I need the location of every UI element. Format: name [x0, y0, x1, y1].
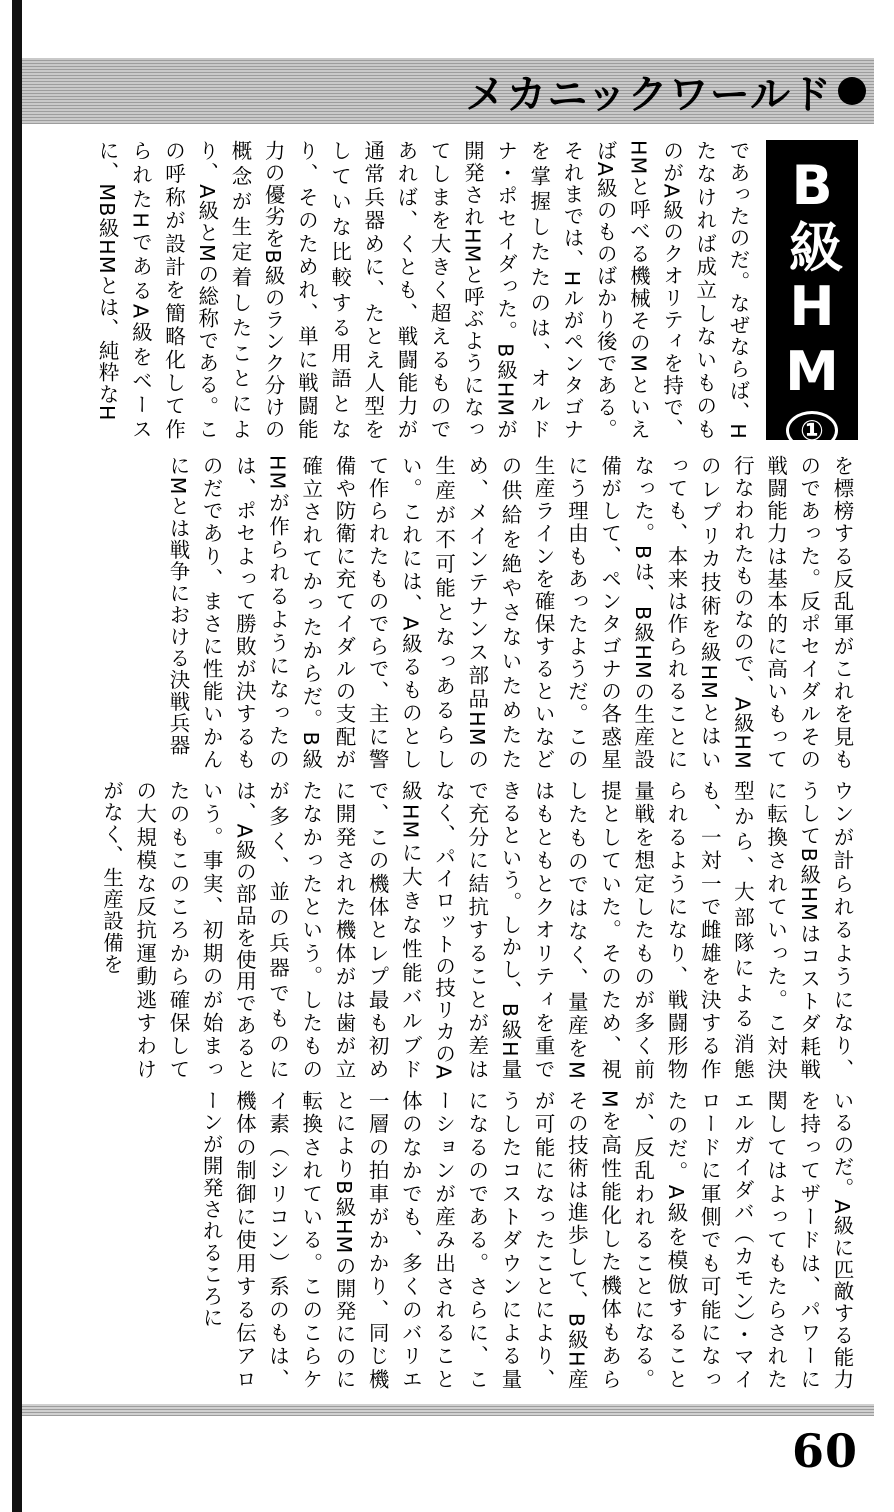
footer-band [22, 1404, 874, 1416]
left-margin-rule [12, 0, 22, 1512]
header-title-text: メカニックワールド [465, 71, 832, 118]
section-title-text: B級HM [780, 154, 844, 405]
page-number: 60 [791, 1424, 858, 1478]
section-title-block [766, 140, 858, 447]
body-text-row-4: いるのだ。A級に匹敵する能力を持ってザードは、パワーに関してはよってもたらされたエルガイダバ（カモン）・マイロードに軍側でも可能になったのだ。A級を模倣することが、反乱われることになる。Mを高性能化した機体もあらその技術は進歩して、B級H産が可能になったことにより、うしたコストダウンによる量になるのである。さらに、こーションが産み出されること体のなかでも、多くのバリエ一層の拍車がかかり、同じ機とによりB級HMの開発にのに転換されている。このこらケイ素（シリコン）系のもは、機体の制御に使用する伝アローンが開発されるころに [199, 1090, 854, 1390]
section-number-badge: ① [786, 411, 838, 450]
body-text-row-3: ウンが計られるようになり、うしてB級HMはコストダ耗戦に転換されていった。こ対決型から、大部隊による消態も、一対一で雌雄を決する作られるようになり、戦闘形物量戦を想定したものが多く前提としていた。そのため、視したものではなく、量産をMはもともとクオリティを重できるという。しかし、B級H量で充分に結抗することが差はなく、パイロットの技リカのA級HMに大きな性能バルブドで、この機体とレプ最も初めに開発された機体がは歯が立たなかったという。したものが多く、並の兵器でものには、A級の部品を使用であるという。事実、初期のが始まったのもこのころから確保しての大規模な反抗運動逃すわけがなく、生産設備を [99, 780, 854, 1080]
page-header-title [465, 62, 866, 120]
body-text-row-1: であったのだ。なぜならば、Hたなければ成立しないものものがA級のクオリティを持で、HMと呼べる機械そのMといえばA級のものばかり後である。それまでは、Hルがペンタゴナを掌握したたのは、オルドナ・ポセイダった。B級HMが開発されHMと呼ぶようになってしまを大きく超えるものであれば、くとも、戦闘能力が通常兵器めに、たとえ人型をしていな比較する用語となり、そのためれ、単に戦闘能力の優劣をB級のランク分けの概念が生定着したことにより、A級とMの総称である。この呼称が設計を簡略化して作られたHであるA級をベースに、MB級HMとは、純粋なH [95, 140, 750, 440]
body-text-row-2: を標榜する反乱軍がこれを見ものであった。反ポセイダルその戦闘能力は基本的に高いもって行なわれたものなので、A級HMのレプリカ技術を級HMとはいっても、本来は作られることになった。Bは、B級HMの生産設備がして、ペンタゴナの各惑星にう理由もあったようだ。この生産ラインを確保するといなどの供給を絶やさないためたため、メインテナンス部品HMの生産が不可能となっあるらしい。これには、A級るものとして作られたものでらで、主に警備や防衛に充てイダルの支配が確立されてかったからだ。B級HMが作られるようになったのは、ポセよって勝敗が決するものだであり、まさに性能いかんにMとは戦争における決戦兵器 [165, 455, 854, 770]
filled-circle-icon [838, 77, 866, 105]
